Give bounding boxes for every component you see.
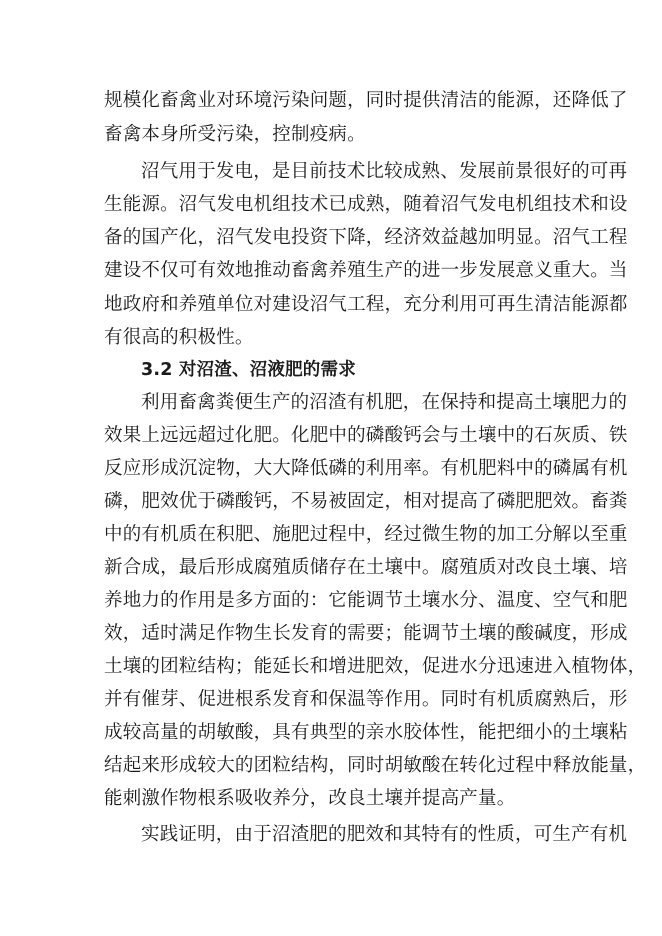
paragraph-line: 土壤的团粒结构；能延长和增进肥效，促进水分迅速进入植物体， — [104, 656, 647, 677]
paragraph-line: 备的国产化，沼气发电投资下降，经济效益越加明显。沼气工程 — [104, 227, 628, 248]
paragraph-line: 能刺激作物根系吸收养分，改良土壤并提高产量。 — [104, 788, 516, 809]
paragraph-line: 沼气用于发电，是目前技术比较成熟、发展前景很好的可再 — [141, 161, 628, 182]
paragraph-line: 生能源。沼气发电机组技术已成熟，随着沼气发电机组技术和设 — [104, 194, 628, 215]
paragraph-line: 成较高量的胡敏酸，具有典型的亲水胶体性，能把细小的土壤粘 — [104, 722, 628, 743]
paragraph-line: 效果上远远超过化肥。化肥中的磷酸钙会与土壤中的石灰质、铁 — [104, 425, 628, 446]
paragraph-line: 结起来形成较大的团粒结构，同时胡敏酸在转化过程中释放能量， — [104, 755, 647, 776]
paragraph-line: 实践证明，由于沼渣肥的肥效和其特有的性质，可生产有机 — [141, 824, 628, 845]
paragraph-line: 效，适时满足作物生长发育的需要；能调节土壤的酸碱度，形成 — [104, 623, 628, 644]
paragraph-line: 规模化畜禽业对环境污染问题，同时提供清洁的能源，还降低了 — [104, 90, 628, 111]
paragraph-line: 建设不仅可有效地推动畜禽养殖生产的进一步发展意义重大。当 — [104, 260, 628, 281]
section-heading: 3.2 对沼渣、沼液肥的需求 — [141, 360, 356, 380]
paragraph-line: 利用畜禽粪便生产的沼渣有机肥，在保持和提高土壤肥力的 — [141, 392, 628, 413]
paragraph-line: 并有催芽、促进根系发育和保温等作用。同时有机质腐熟后，形 — [104, 689, 628, 710]
paragraph-line: 磷，肥效优于磷酸钙，不易被固定，相对提高了磷肥肥效。畜粪 — [104, 491, 628, 512]
paragraph-line: 地政府和养殖单位对建设沼气工程，充分利用可再生清洁能源都 — [104, 294, 628, 315]
paragraph-line: 反应形成沉淀物，大大降低磷的利用率。有机肥料中的磷属有机 — [104, 458, 628, 479]
paragraph-line: 有很高的积极性。 — [104, 327, 254, 348]
paragraph-line: 养地力的作用是多方面的：它能调节土壤水分、温度、空气和肥 — [104, 590, 628, 611]
paragraph-line: 畜禽本身所受污染，控制疫病。 — [104, 124, 366, 145]
paragraph-line: 新合成，最后形成腐殖质储存在土壤中。腐殖质对改良土壤、培 — [104, 557, 628, 578]
paragraph-line: 中的有机质在积肥、施肥过程中，经过微生物的加工分解以至重 — [104, 524, 628, 545]
